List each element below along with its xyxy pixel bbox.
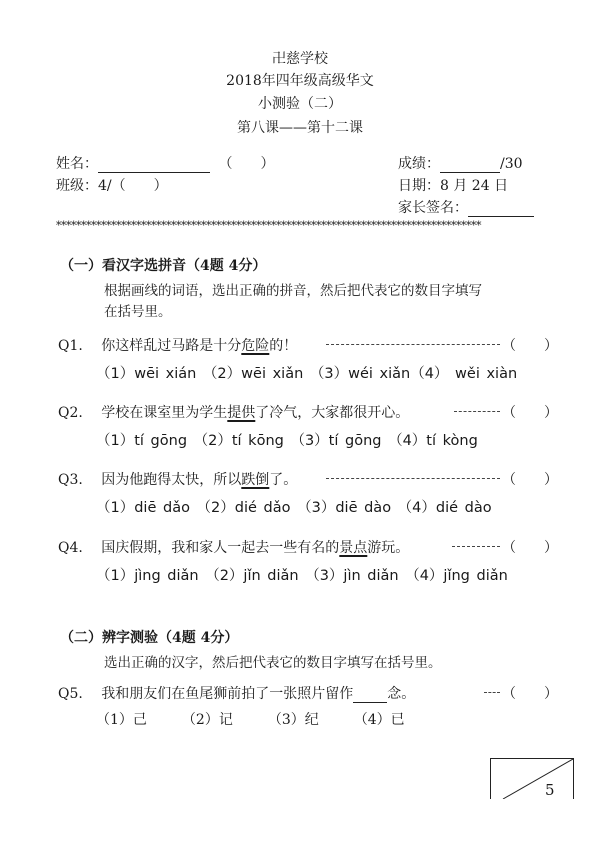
options-row: （1）jìng diǎn （2）jǐn diǎn （3）jìn diǎn （4）jǐng diǎn (96, 568, 508, 584)
score-blank[interactable] (440, 158, 500, 173)
question-number: Q5. (58, 686, 83, 702)
star-separator: ************************************************************************************* (56, 219, 481, 232)
dash-leader (454, 411, 500, 412)
dash-leader (452, 546, 500, 547)
score-row (398, 153, 523, 173)
parent-sign-row (398, 197, 534, 217)
dash-leader (326, 478, 500, 479)
section1-title: （一）看汉字选拼音（4题 4分） (60, 258, 267, 274)
target-word: 景点 (339, 540, 368, 556)
question-text-pre: 因为他跑得太快，所以 (101, 472, 242, 488)
parent-sign-label: 家长签名： (398, 200, 468, 216)
options-row: （1）diē dǎo （2）dié dǎo （3）diē dào （4）dié dào (96, 500, 492, 516)
question-number: Q4. (58, 540, 83, 556)
date-label: 日期： (398, 178, 440, 194)
lesson-range: 第八课——第十二课 (237, 120, 363, 136)
question-text-post: 了冷气，大家都很开心。 (255, 405, 410, 421)
name-row (56, 153, 274, 173)
options-row: （1）tí gōng （2）tí kōng （3）tí gōng （4）tí kòng (96, 433, 478, 449)
page-number: 5 (545, 781, 555, 799)
question-text-pre: 我和朋友们在鱼尾狮前拍了一张照片留作 (101, 686, 354, 702)
question-text-post: 了。 (269, 472, 298, 488)
question-text-post: 念。 (387, 686, 416, 702)
answer-paren[interactable]: （ ） (502, 405, 558, 421)
section1-instruction-line1: 根据画线的词语，选出正确的拼音，然后把代表它的数目字填写 (104, 283, 482, 299)
page-number-box (490, 758, 574, 799)
question-2 (58, 402, 409, 422)
answer-paren[interactable]: （ ） (502, 540, 558, 556)
question-text-pre: 学校在课室里为学生 (101, 405, 228, 421)
question-5 (58, 683, 415, 703)
dash-leader (484, 692, 500, 693)
question-4 (58, 537, 409, 557)
parent-sign-blank[interactable] (468, 202, 534, 217)
target-word: 跌倒 (241, 472, 270, 488)
dash-leader (326, 344, 500, 345)
question-number: Q2. (58, 405, 83, 421)
answer-paren[interactable]: （ ） (502, 686, 558, 702)
class-value[interactable]: 4/（ ） (98, 178, 168, 194)
date-row (398, 175, 508, 195)
diagonal-line (491, 759, 573, 799)
score-total: /30 (500, 156, 523, 172)
question-1 (58, 335, 297, 355)
name-blank[interactable] (98, 158, 210, 173)
course-title: 2018年四年级高级华文 (226, 73, 374, 89)
question-number: Q1. (58, 338, 83, 354)
answer-paren[interactable]: （ ） (502, 472, 558, 488)
class-label: 班级： (56, 178, 98, 194)
question-text-post: 的！ (269, 338, 298, 354)
school-name: 卍慈学校 (272, 51, 328, 67)
score-label: 成绩： (398, 156, 440, 172)
options-row: （1）wēi xián （2）wēi xiǎn （3）wéi xiǎn（4） wěi xiàn (96, 366, 518, 382)
section2-title: （二）辨字测验（4题 4分） (60, 630, 239, 646)
target-word: 提供 (227, 405, 256, 421)
answer-paren[interactable]: （ ） (502, 338, 558, 354)
name-label: 姓名： (56, 156, 98, 172)
class-row (56, 175, 168, 195)
quiz-title: 小测验（二） (258, 96, 342, 112)
question-3 (58, 469, 297, 489)
fill-blank[interactable] (353, 688, 387, 703)
section2-instruction: 选出正确的汉字，然后把代表它的数目字填写在括号里。 (104, 655, 442, 671)
question-text-post: 游玩。 (367, 540, 410, 556)
question-number: Q3. (58, 472, 83, 488)
name-index-paren[interactable]: （ ） (218, 156, 275, 172)
options-row: （1）己 （2）记 （3）纪 （4）已 (96, 712, 405, 728)
section1-instruction-line2: 在括号里。 (104, 304, 172, 320)
date-value: 8 月 24 日 (440, 178, 509, 194)
question-text-pre: 你这样乱过马路是十分 (101, 338, 242, 354)
question-text-pre: 国庆假期，我和家人一起去一些有名的 (101, 540, 340, 556)
target-word: 危险 (241, 338, 270, 354)
